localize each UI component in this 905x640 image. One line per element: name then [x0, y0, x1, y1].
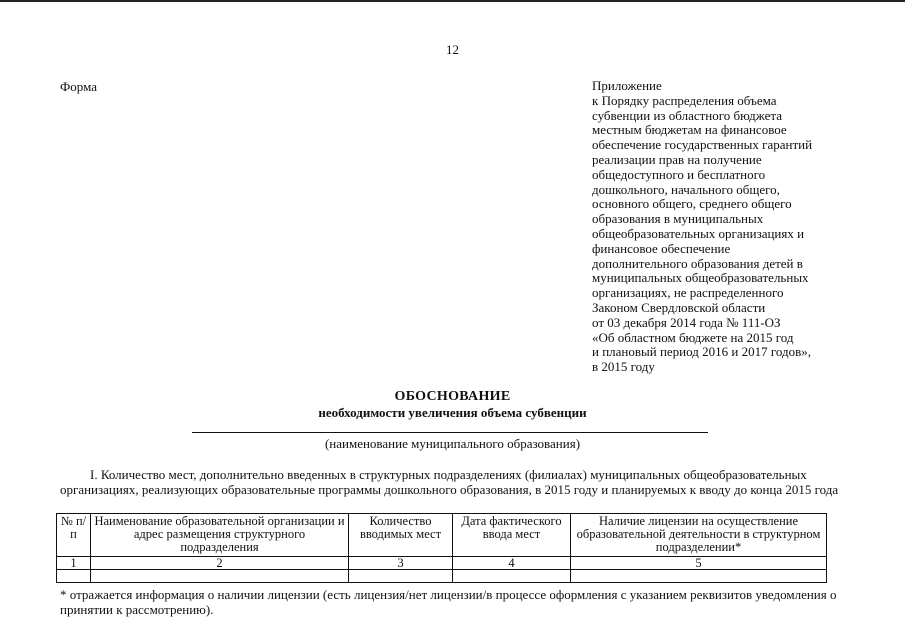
document-subtitle: необходимости увеличения объема субвенции: [318, 405, 587, 420]
footnote-line: принятии к рассмотрению).: [60, 602, 214, 617]
appendix-line: муниципальных общеобразовательных: [592, 270, 809, 286]
appendix-line: местным бюджетам на финансовое: [592, 122, 787, 138]
header-cell-places-count: Количество вводимых мест: [349, 514, 453, 557]
appendix-line: «Об областном бюджете на 2015 год: [592, 329, 794, 345]
column-number-cell: 5: [571, 557, 827, 570]
appendix-line: организациях, не распределенного: [592, 285, 784, 301]
appendix-line: и плановый период 2016 и 2017 годов»,: [592, 344, 811, 360]
section-line: I. Количество мест, дополнительно введенных в структурных подразделениях (филиалах) муниципальных общеобразовательных: [90, 467, 807, 482]
municipality-caption: (наименование муниципального образования): [324, 436, 581, 451]
appendix-line: от 03 декабря 2014 года № 111-ОЗ: [592, 314, 781, 330]
table-cell: [91, 570, 349, 583]
appendix-line: реализации прав на получение: [592, 151, 762, 167]
header-cell-number: № п/п: [57, 514, 91, 557]
header-cell-license: Наличие лицензии на осуществление образовательной деятельности в структурном подразделении*: [571, 514, 827, 557]
section-paragraph: [60, 467, 860, 497]
appendix-line: общеобразовательных организациях и: [592, 225, 805, 241]
table-cell: [453, 570, 571, 583]
municipality-name-line: [192, 432, 708, 433]
table-cell: [349, 570, 453, 583]
table-cell: [57, 570, 91, 583]
footnote: [60, 587, 850, 617]
table-cell: [571, 570, 827, 583]
footnote-line: * отражается информация о наличии лицензии (есть лицензия/нет лицензии/в процессе оформления с указанием реквизитов уведомления о: [60, 587, 837, 602]
appendix-line: Приложение: [592, 78, 662, 93]
appendix-line: Законом Свердловской области: [592, 299, 766, 315]
appendix-line: в 2015 году: [592, 359, 655, 375]
places-table: [56, 513, 827, 583]
appendix-line: финансовое обеспечение: [592, 240, 731, 256]
appendix-line: общедоступного и бесплатного: [592, 166, 766, 182]
appendix-line: основного общего, среднего общего: [592, 196, 792, 212]
table-row: [57, 570, 827, 583]
column-number-cell: 3: [349, 557, 453, 570]
header-cell-date: Дата фактического ввода мест: [453, 514, 571, 557]
column-number-cell: 1: [57, 557, 91, 570]
appendix-line: обеспечение государственных гарантий: [592, 137, 813, 153]
appendix-line: к Порядку распределения объема: [592, 92, 777, 108]
header-cell-organization: Наименование образовательной организации и адрес размещения структурного подразделения: [91, 514, 349, 557]
appendix-line: образования в муниципальных: [592, 211, 764, 227]
column-number-cell: 4: [453, 557, 571, 570]
column-number-cell: 2: [91, 557, 349, 570]
appendix-line: дошкольного, начального общего,: [592, 181, 780, 197]
page-number: 12: [446, 42, 459, 57]
appendix-block: [592, 79, 852, 375]
form-label: Форма: [60, 79, 97, 94]
appendix-line: дополнительного образования детей в: [592, 255, 803, 271]
table-header-row: [57, 514, 827, 557]
top-border: [0, 0, 905, 2]
appendix-line: субвенции из областного бюджета: [592, 107, 782, 123]
section-line: организациях, реализующих образовательные программы дошкольного образования, в 2015 году и планируемых к вводу до конца 2015 года: [60, 482, 839, 497]
table-column-numbers-row: [57, 557, 827, 570]
document-title: ОБОСНОВАНИЕ: [394, 389, 511, 404]
